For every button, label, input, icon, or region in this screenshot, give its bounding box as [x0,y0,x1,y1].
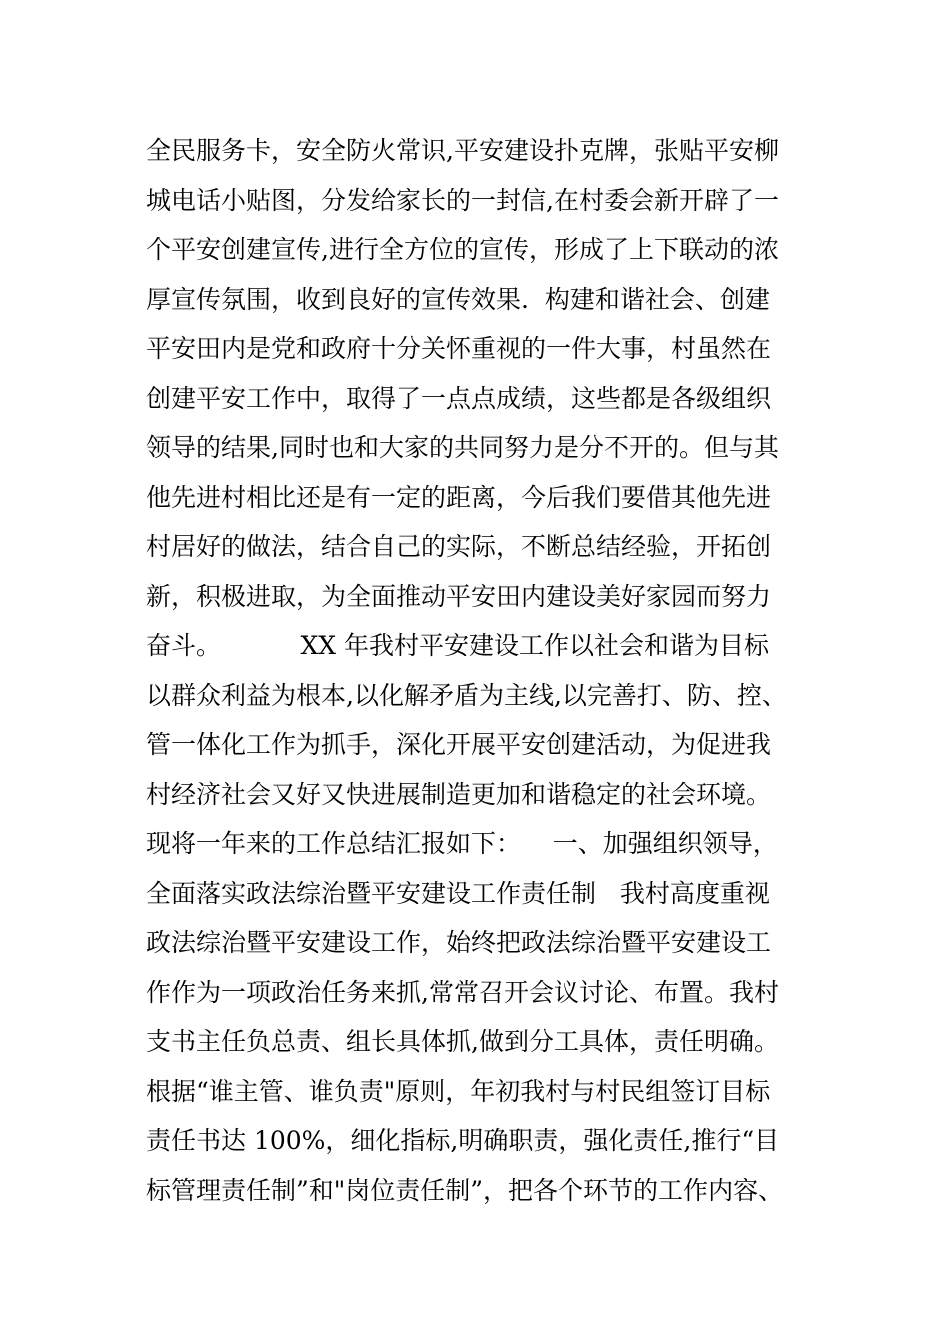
text-line: 村居好的做法，结合自己的实际，不断总结经验，开拓创 [146,532,772,561]
text-line: 领导的结果,同时也和大家的共同努力是分不开的。但与其 [146,433,779,462]
text-line: 标管理责任制”和"岗位责任制”，把各个环节的工作内容、 [146,1175,784,1205]
text-line: 全面落实政法综治暨平安建设工作责任制 我村高度重视 [146,878,770,908]
text-line: 村经济社会又好又快进展制造更加和谐稳定的社会环境。 [146,779,772,809]
text-line: 平安田内是党和政府十分关怀重视的一件大事，村虽然在 [146,334,772,363]
text-line: 作作为一项政治任务来抓,常常召开会议讨论、布置。我村 [146,977,779,1007]
text-line: 管一体化工作为抓手，深化开展平安创建活动，为促进我 [146,730,772,759]
text-line: 新，积极进取，为全面推动平安田内建设美好家园而努力 [146,581,772,611]
text-line: 政法综治暨平安建设工作，始终把政法综治暨平安建设工 [146,928,772,957]
text-line: 根据“谁主管、谁负责"原则，年初我村与村民组签订目标 [146,1076,771,1106]
text-line: 现将一年来的工作总结汇报如下： 一、加强组织领导， [146,829,778,858]
text-line: 奋斗。 XX 年我村平安建设工作以社会和谐为目标 [146,631,770,660]
text-line: 他先进村相比还是有一定的距离，今后我们要借其他先进 [146,482,772,512]
text-line: 全民服务卡，安全防火常识,平安建设扑克牌，张贴平安柳 [146,136,779,165]
text-line: 支书主任负总责、组长具体抓,做到分工具体，责任明确。 [146,1027,779,1056]
text-line: 创建平安工作中，取得了一点点成绩，这些都是各级组织 [146,383,772,413]
text-line: 以群众利益为根本,以化解矛盾为主线,以完善打、防、控、 [146,680,787,710]
text-line: 责任书达 100%，细化指标,明确职责，强化责任,推行“目 [146,1126,780,1155]
body-text [146,126,836,1215]
text-line: 个平安创建宣传,进行全方位的宣传，形成了上下联动的浓 [146,235,779,264]
text-line: 厚宣传氛围，收到良好的宣传效果. 构建和谐社会、创建 [146,284,770,314]
text-line: 城电话小贴图，分发给家长的一封信,在村委会新开辟了一 [146,185,779,215]
